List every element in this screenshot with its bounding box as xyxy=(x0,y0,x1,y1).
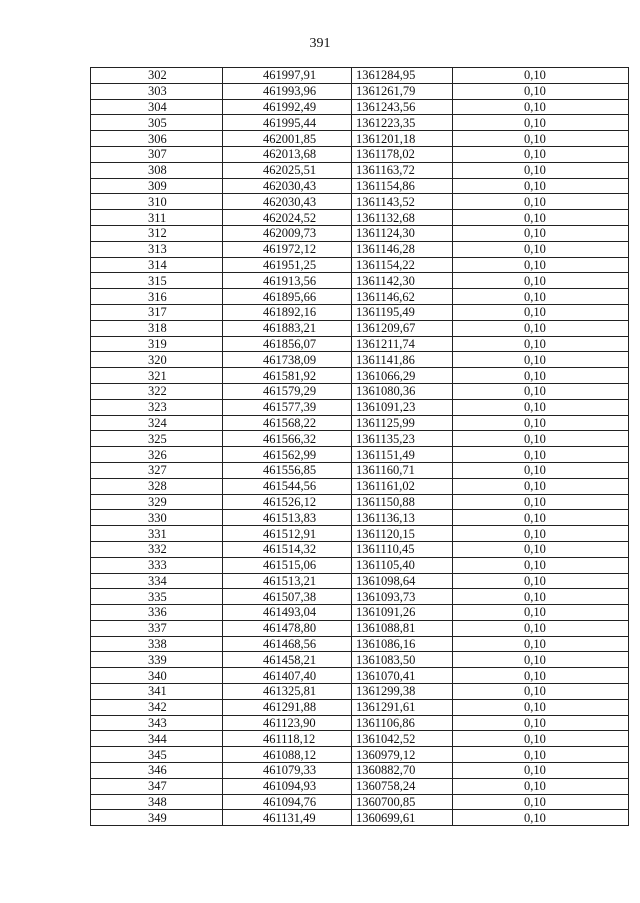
table-row xyxy=(91,494,629,510)
deviation-cell: 0,10 xyxy=(453,494,629,510)
point-number-cell: 309 xyxy=(91,178,223,194)
deviation-cell: 0,10 xyxy=(453,415,629,431)
table-row xyxy=(91,194,629,210)
table-row xyxy=(91,462,629,478)
deviation-cell: 0,10 xyxy=(453,431,629,447)
x-coordinate-cell: 461581,92 xyxy=(223,368,352,384)
x-coordinate-cell: 461997,91 xyxy=(223,68,352,84)
y-coordinate-cell: 1361284,95 xyxy=(352,68,453,84)
deviation-cell: 0,10 xyxy=(453,668,629,684)
point-number-cell: 306 xyxy=(91,131,223,147)
table-row xyxy=(91,541,629,557)
deviation-cell: 0,10 xyxy=(453,257,629,273)
deviation-cell: 0,10 xyxy=(453,699,629,715)
y-coordinate-cell: 1361120,15 xyxy=(352,526,453,542)
table-row xyxy=(91,636,629,652)
y-coordinate-cell: 1361135,23 xyxy=(352,431,453,447)
y-coordinate-cell: 1361142,30 xyxy=(352,273,453,289)
point-number-cell: 330 xyxy=(91,510,223,526)
y-coordinate-cell: 1361070,41 xyxy=(352,668,453,684)
point-number-cell: 320 xyxy=(91,352,223,368)
y-coordinate-cell: 1361105,40 xyxy=(352,557,453,573)
point-number-cell: 324 xyxy=(91,415,223,431)
table-row xyxy=(91,557,629,573)
deviation-cell: 0,10 xyxy=(453,320,629,336)
y-coordinate-cell: 1361086,16 xyxy=(352,636,453,652)
table-row xyxy=(91,526,629,542)
x-coordinate-cell: 461568,22 xyxy=(223,415,352,431)
x-coordinate-cell: 461526,12 xyxy=(223,494,352,510)
deviation-cell: 0,10 xyxy=(453,178,629,194)
deviation-cell: 0,10 xyxy=(453,684,629,700)
x-coordinate-cell: 461993,96 xyxy=(223,83,352,99)
table-row xyxy=(91,336,629,352)
y-coordinate-cell: 1361195,49 xyxy=(352,304,453,320)
x-coordinate-cell: 461895,66 xyxy=(223,289,352,305)
x-coordinate-cell: 461458,21 xyxy=(223,652,352,668)
x-coordinate-cell: 461291,88 xyxy=(223,699,352,715)
table-row xyxy=(91,257,629,273)
point-number-cell: 308 xyxy=(91,162,223,178)
table-row xyxy=(91,573,629,589)
deviation-cell: 0,10 xyxy=(453,573,629,589)
x-coordinate-cell: 461951,25 xyxy=(223,257,352,273)
y-coordinate-cell: 1361261,79 xyxy=(352,83,453,99)
point-number-cell: 328 xyxy=(91,478,223,494)
table-row xyxy=(91,731,629,747)
y-coordinate-cell: 1361150,88 xyxy=(352,494,453,510)
y-coordinate-cell: 1361141,86 xyxy=(352,352,453,368)
coordinates-table-body xyxy=(91,68,629,826)
table-row xyxy=(91,794,629,810)
point-number-cell: 346 xyxy=(91,763,223,779)
x-coordinate-cell: 461513,21 xyxy=(223,573,352,589)
deviation-cell: 0,10 xyxy=(453,778,629,794)
table-row xyxy=(91,478,629,494)
deviation-cell: 0,10 xyxy=(453,510,629,526)
x-coordinate-cell: 461883,21 xyxy=(223,320,352,336)
table-row xyxy=(91,83,629,99)
page-number: 391 xyxy=(309,36,331,51)
point-number-cell: 332 xyxy=(91,541,223,557)
deviation-cell: 0,10 xyxy=(453,462,629,478)
point-number-cell: 314 xyxy=(91,257,223,273)
point-number-cell: 304 xyxy=(91,99,223,115)
y-coordinate-cell: 1361098,64 xyxy=(352,573,453,589)
y-coordinate-cell: 1361124,30 xyxy=(352,225,453,241)
table-row xyxy=(91,605,629,621)
y-coordinate-cell: 1361093,73 xyxy=(352,589,453,605)
table-row xyxy=(91,620,629,636)
x-coordinate-cell: 461544,56 xyxy=(223,478,352,494)
deviation-cell: 0,10 xyxy=(453,83,629,99)
point-number-cell: 311 xyxy=(91,210,223,226)
table-row xyxy=(91,304,629,320)
y-coordinate-cell: 1361163,72 xyxy=(352,162,453,178)
point-number-cell: 334 xyxy=(91,573,223,589)
deviation-cell: 0,10 xyxy=(453,541,629,557)
table-row xyxy=(91,415,629,431)
deviation-cell: 0,10 xyxy=(453,146,629,162)
deviation-cell: 0,10 xyxy=(453,131,629,147)
point-number-cell: 321 xyxy=(91,368,223,384)
table-row xyxy=(91,510,629,526)
x-coordinate-cell: 461118,12 xyxy=(223,731,352,747)
deviation-cell: 0,10 xyxy=(453,368,629,384)
deviation-cell: 0,10 xyxy=(453,731,629,747)
table-row xyxy=(91,178,629,194)
deviation-cell: 0,10 xyxy=(453,210,629,226)
deviation-cell: 0,10 xyxy=(453,715,629,731)
x-coordinate-cell: 461579,29 xyxy=(223,383,352,399)
point-number-cell: 327 xyxy=(91,462,223,478)
point-number-cell: 343 xyxy=(91,715,223,731)
deviation-cell: 0,10 xyxy=(453,336,629,352)
deviation-cell: 0,10 xyxy=(453,115,629,131)
y-coordinate-cell: 1361106,86 xyxy=(352,715,453,731)
y-coordinate-cell: 1361125,99 xyxy=(352,415,453,431)
y-coordinate-cell: 1360758,24 xyxy=(352,778,453,794)
x-coordinate-cell: 461992,49 xyxy=(223,99,352,115)
point-number-cell: 307 xyxy=(91,146,223,162)
y-coordinate-cell: 1361110,45 xyxy=(352,541,453,557)
y-coordinate-cell: 1361154,22 xyxy=(352,257,453,273)
x-coordinate-cell: 461512,91 xyxy=(223,526,352,542)
deviation-cell: 0,10 xyxy=(453,352,629,368)
table-row xyxy=(91,162,629,178)
y-coordinate-cell: 1361178,02 xyxy=(352,146,453,162)
y-coordinate-cell: 1361136,13 xyxy=(352,510,453,526)
table-row xyxy=(91,778,629,794)
point-number-cell: 302 xyxy=(91,68,223,84)
point-number-cell: 323 xyxy=(91,399,223,415)
y-coordinate-cell: 1361091,23 xyxy=(352,399,453,415)
x-coordinate-cell: 461123,90 xyxy=(223,715,352,731)
point-number-cell: 349 xyxy=(91,810,223,826)
y-coordinate-cell: 1361160,71 xyxy=(352,462,453,478)
deviation-cell: 0,10 xyxy=(453,447,629,463)
point-number-cell: 344 xyxy=(91,731,223,747)
deviation-cell: 0,10 xyxy=(453,162,629,178)
x-coordinate-cell: 462030,43 xyxy=(223,194,352,210)
y-coordinate-cell: 1361243,56 xyxy=(352,99,453,115)
x-coordinate-cell: 462025,51 xyxy=(223,162,352,178)
coordinates-table xyxy=(90,67,629,826)
table-row xyxy=(91,289,629,305)
x-coordinate-cell: 461407,40 xyxy=(223,668,352,684)
deviation-cell: 0,10 xyxy=(453,605,629,621)
deviation-cell: 0,10 xyxy=(453,652,629,668)
table-row xyxy=(91,431,629,447)
table-row xyxy=(91,747,629,763)
table-row xyxy=(91,668,629,684)
x-coordinate-cell: 461468,56 xyxy=(223,636,352,652)
deviation-cell: 0,10 xyxy=(453,68,629,84)
table-row xyxy=(91,715,629,731)
x-coordinate-cell: 461514,32 xyxy=(223,541,352,557)
x-coordinate-cell: 461892,16 xyxy=(223,304,352,320)
x-coordinate-cell: 461478,80 xyxy=(223,620,352,636)
deviation-cell: 0,10 xyxy=(453,794,629,810)
point-number-cell: 335 xyxy=(91,589,223,605)
x-coordinate-cell: 461493,04 xyxy=(223,605,352,621)
deviation-cell: 0,10 xyxy=(453,810,629,826)
point-number-cell: 315 xyxy=(91,273,223,289)
y-coordinate-cell: 1361080,36 xyxy=(352,383,453,399)
x-coordinate-cell: 461079,33 xyxy=(223,763,352,779)
point-number-cell: 347 xyxy=(91,778,223,794)
point-number-cell: 337 xyxy=(91,620,223,636)
x-coordinate-cell: 461094,76 xyxy=(223,794,352,810)
point-number-cell: 313 xyxy=(91,241,223,257)
x-coordinate-cell: 461507,38 xyxy=(223,589,352,605)
point-number-cell: 340 xyxy=(91,668,223,684)
point-number-cell: 341 xyxy=(91,684,223,700)
y-coordinate-cell: 1360979,12 xyxy=(352,747,453,763)
table-row xyxy=(91,273,629,289)
table-row xyxy=(91,146,629,162)
x-coordinate-cell: 462013,68 xyxy=(223,146,352,162)
x-coordinate-cell: 461856,07 xyxy=(223,336,352,352)
y-coordinate-cell: 1361088,81 xyxy=(352,620,453,636)
table-row xyxy=(91,447,629,463)
y-coordinate-cell: 1361143,52 xyxy=(352,194,453,210)
table-row xyxy=(91,320,629,336)
point-number-cell: 333 xyxy=(91,557,223,573)
point-number-cell: 312 xyxy=(91,225,223,241)
y-coordinate-cell: 1361132,68 xyxy=(352,210,453,226)
x-coordinate-cell: 462001,85 xyxy=(223,131,352,147)
x-coordinate-cell: 461515,06 xyxy=(223,557,352,573)
deviation-cell: 0,10 xyxy=(453,194,629,210)
y-coordinate-cell: 1361146,62 xyxy=(352,289,453,305)
deviation-cell: 0,10 xyxy=(453,620,629,636)
deviation-cell: 0,10 xyxy=(453,589,629,605)
table-row xyxy=(91,99,629,115)
deviation-cell: 0,10 xyxy=(453,399,629,415)
table-row xyxy=(91,241,629,257)
x-coordinate-cell: 461094,93 xyxy=(223,778,352,794)
deviation-cell: 0,10 xyxy=(453,99,629,115)
x-coordinate-cell: 461738,09 xyxy=(223,352,352,368)
deviation-cell: 0,10 xyxy=(453,225,629,241)
deviation-cell: 0,10 xyxy=(453,383,629,399)
x-coordinate-cell: 461131,49 xyxy=(223,810,352,826)
y-coordinate-cell: 1361291,61 xyxy=(352,699,453,715)
point-number-cell: 345 xyxy=(91,747,223,763)
table-row xyxy=(91,225,629,241)
point-number-cell: 338 xyxy=(91,636,223,652)
deviation-cell: 0,10 xyxy=(453,304,629,320)
point-number-cell: 339 xyxy=(91,652,223,668)
deviation-cell: 0,10 xyxy=(453,289,629,305)
x-coordinate-cell: 462009,73 xyxy=(223,225,352,241)
y-coordinate-cell: 1360700,85 xyxy=(352,794,453,810)
x-coordinate-cell: 461913,56 xyxy=(223,273,352,289)
x-coordinate-cell: 461566,32 xyxy=(223,431,352,447)
table-row xyxy=(91,699,629,715)
y-coordinate-cell: 1361299,38 xyxy=(352,684,453,700)
y-coordinate-cell: 1361091,26 xyxy=(352,605,453,621)
y-coordinate-cell: 1361146,28 xyxy=(352,241,453,257)
point-number-cell: 348 xyxy=(91,794,223,810)
point-number-cell: 310 xyxy=(91,194,223,210)
x-coordinate-cell: 462030,43 xyxy=(223,178,352,194)
table-row xyxy=(91,210,629,226)
point-number-cell: 319 xyxy=(91,336,223,352)
x-coordinate-cell: 461325,81 xyxy=(223,684,352,700)
deviation-cell: 0,10 xyxy=(453,763,629,779)
x-coordinate-cell: 461088,12 xyxy=(223,747,352,763)
deviation-cell: 0,10 xyxy=(453,636,629,652)
table-row xyxy=(91,352,629,368)
table-row xyxy=(91,131,629,147)
deviation-cell: 0,10 xyxy=(453,747,629,763)
x-coordinate-cell: 461513,83 xyxy=(223,510,352,526)
table-row xyxy=(91,399,629,415)
point-number-cell: 336 xyxy=(91,605,223,621)
y-coordinate-cell: 1360882,70 xyxy=(352,763,453,779)
y-coordinate-cell: 1361042,52 xyxy=(352,731,453,747)
x-coordinate-cell: 461556,85 xyxy=(223,462,352,478)
point-number-cell: 316 xyxy=(91,289,223,305)
point-number-cell: 318 xyxy=(91,320,223,336)
point-number-cell: 329 xyxy=(91,494,223,510)
deviation-cell: 0,10 xyxy=(453,478,629,494)
table-row xyxy=(91,589,629,605)
x-coordinate-cell: 461577,39 xyxy=(223,399,352,415)
point-number-cell: 331 xyxy=(91,526,223,542)
table-row xyxy=(91,810,629,826)
table-row xyxy=(91,368,629,384)
y-coordinate-cell: 1361211,74 xyxy=(352,336,453,352)
point-number-cell: 305 xyxy=(91,115,223,131)
point-number-cell: 326 xyxy=(91,447,223,463)
y-coordinate-cell: 1361161,02 xyxy=(352,478,453,494)
y-coordinate-cell: 1361066,29 xyxy=(352,368,453,384)
point-number-cell: 317 xyxy=(91,304,223,320)
deviation-cell: 0,10 xyxy=(453,241,629,257)
y-coordinate-cell: 1361154,86 xyxy=(352,178,453,194)
y-coordinate-cell: 1361223,35 xyxy=(352,115,453,131)
table-row xyxy=(91,763,629,779)
table-row xyxy=(91,383,629,399)
y-coordinate-cell: 1361201,18 xyxy=(352,131,453,147)
x-coordinate-cell: 461972,12 xyxy=(223,241,352,257)
table-row xyxy=(91,115,629,131)
y-coordinate-cell: 1361083,50 xyxy=(352,652,453,668)
y-coordinate-cell: 1361209,67 xyxy=(352,320,453,336)
point-number-cell: 322 xyxy=(91,383,223,399)
y-coordinate-cell: 1361151,49 xyxy=(352,447,453,463)
deviation-cell: 0,10 xyxy=(453,526,629,542)
x-coordinate-cell: 461562,99 xyxy=(223,447,352,463)
point-number-cell: 303 xyxy=(91,83,223,99)
table-row xyxy=(91,68,629,84)
deviation-cell: 0,10 xyxy=(453,273,629,289)
point-number-cell: 342 xyxy=(91,699,223,715)
x-coordinate-cell: 462024,52 xyxy=(223,210,352,226)
table-row xyxy=(91,652,629,668)
deviation-cell: 0,10 xyxy=(453,557,629,573)
y-coordinate-cell: 1360699,61 xyxy=(352,810,453,826)
x-coordinate-cell: 461995,44 xyxy=(223,115,352,131)
point-number-cell: 325 xyxy=(91,431,223,447)
table-row xyxy=(91,684,629,700)
